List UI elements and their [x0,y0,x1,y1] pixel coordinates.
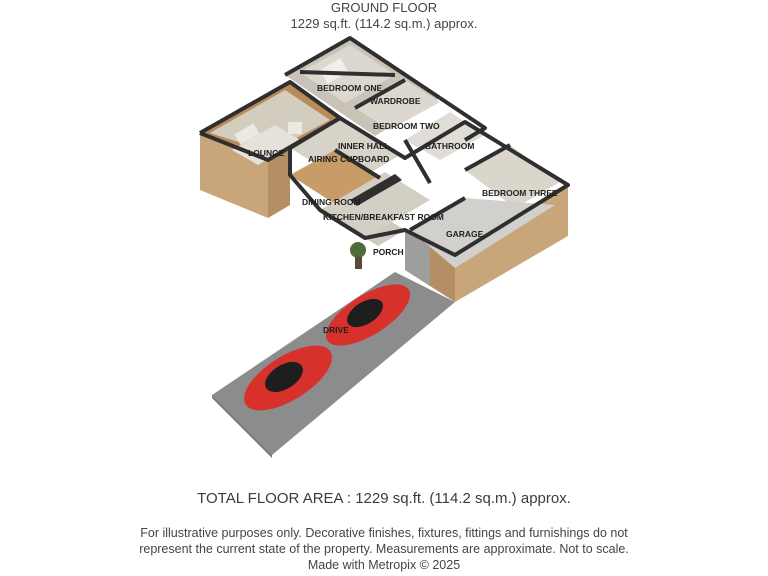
floor-area-text: 1229 sq.ft. (114.2 sq.m.) approx. [290,16,478,31]
label-dining-room: DINING ROOM [302,197,361,207]
label-wardrobe: WARDROBE [370,96,421,106]
label-lounge: LOUNGE [248,148,285,158]
drive-surface [212,272,455,455]
label-airing-cupboard: AIRING CUPBOARD [308,154,390,164]
total-floor-area: TOTAL FLOOR AREA : 1229 sq.ft. (114.2 sq.m.) approx. [197,490,571,507]
label-bedroom-two: BEDROOM TWO [373,121,440,131]
label-bedroom-one: BEDROOM ONE [317,83,383,93]
label-garage: GARAGE [446,229,484,239]
label-inner-hall: INNER HALL [338,141,390,151]
credit-line: Made with Metropix © 2025 [307,558,461,572]
label-porch: PORCH [373,247,404,257]
floor-name: GROUND FLOOR [330,0,438,15]
disclaimer-line-2: represent the current state of the property. Measurements are approximate. Not to scale. [139,542,629,556]
disclaimer-line-1: For illustrative purposes only. Decorative finishes, fixtures, fittings and furnishings do not [140,526,628,540]
label-kitchen: KITCHEN/BREAKFAST ROOM [323,212,444,222]
label-drive: DRIVE [323,325,349,335]
label-bedroom-three: BEDROOM THREE [482,188,558,198]
label-bathroom: BATHROOM [425,141,475,151]
armchair [288,122,302,134]
plant-pot [355,257,362,269]
porch-plant [350,242,366,258]
